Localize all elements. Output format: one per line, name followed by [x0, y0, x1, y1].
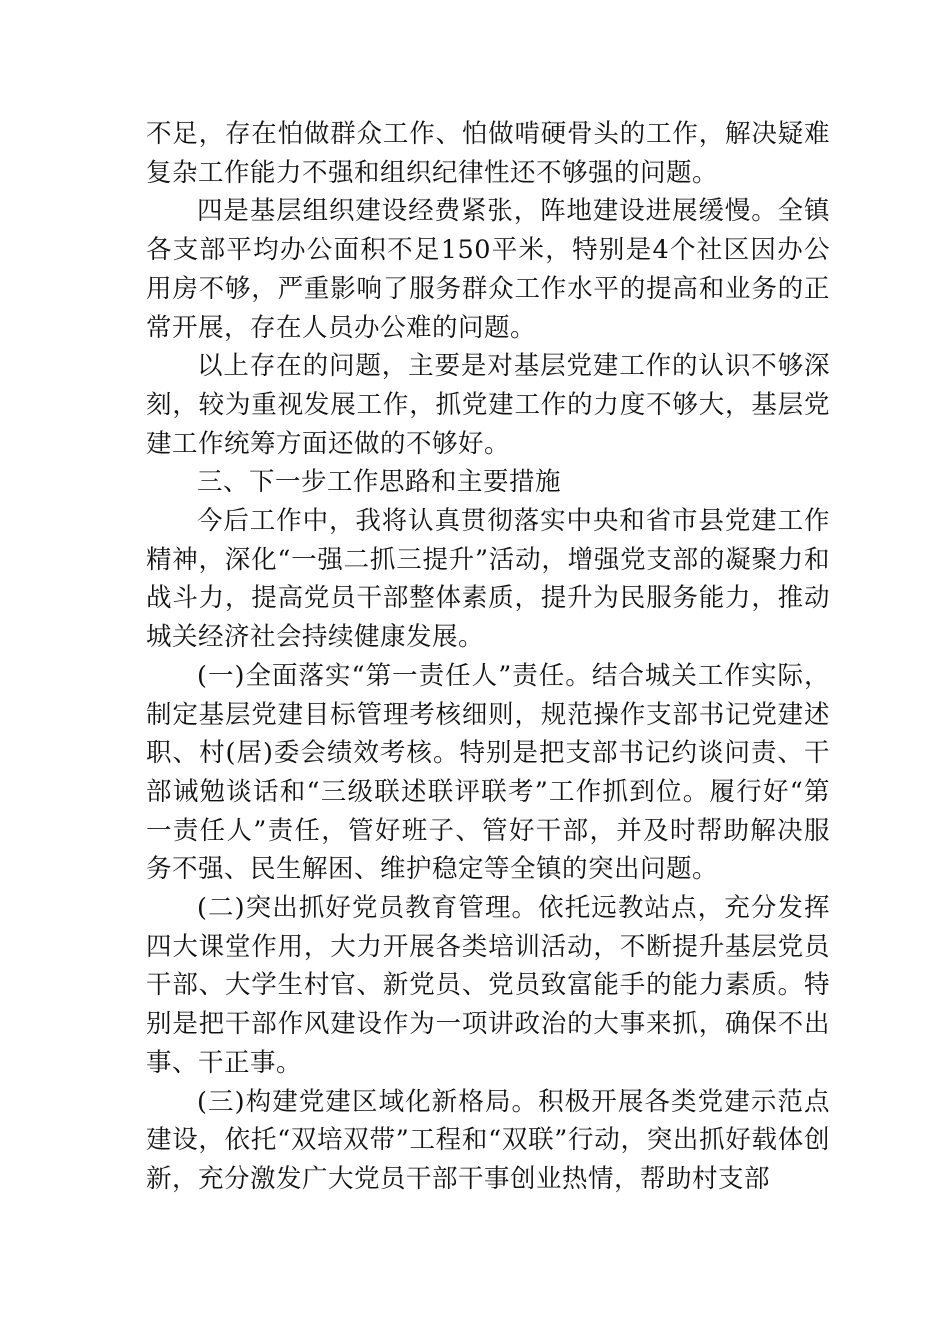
- paragraph-5: 今后工作中，我将认真贯彻落实中央和省市县党建工作精神，深化“一强二抓三提升”活动，增强党支部的凝聚力和战斗力，提高党员干部整体素质，提升为民服务能力，推动城关经济社会持续健康发展。: [146, 506, 830, 653]
- paragraph-7: (二)突出抓好党员教育管理。依托远教站点，充分发挥四大课堂作用，大力开展各类培训活动，不断提升基层党员干部、大学生村官、新党员、党员致富能手的能力素质。特别是把干部作风建设作为一项讲政治的大事来抓，确保不出事、干正事。: [146, 893, 830, 1078]
- section-heading: 三、下一步工作思路和主要措施: [197, 467, 562, 498]
- paragraph-6: (一)全面落实“第一责任人”责任。结合城关工作实际，制定基层党建目标管理考核细则，规范操作支部书记党建述职、村(居)委会绩效考核。特别是把支部书记约谈问责、干部诫勉谈话和“三级联述联评联考”工作抓到位。履行好“第一责任人”责任，管好班子、管好干部，并及时帮助解决服务不强、民生解困、维护稳定等全镇的突出问题。: [146, 660, 830, 885]
- paragraph-3: 以上存在的问题，主要是对基层党建工作的认识不够深刻，较为重视发展工作，抓党建工作的力度不够大，基层党建工作统筹方面还做的不够好。: [146, 351, 830, 459]
- document-body: [146, 115, 830, 1199]
- paragraph-1: 不足，存在怕做群众工作、怕做啃硬骨头的工作，解决疑难复杂工作能力不强和组织纪律性还不够强的问题。: [146, 119, 830, 188]
- paragraph-8: (三)构建党建区域化新格局。积极开展各类党建示范点建设，依托“双培双带”工程和“双联”行动，突出抓好载体创新，充分激发广大党员干部干事创业热情，帮助村支部: [146, 1086, 830, 1194]
- paragraph-2: 四是基层组织建设经费紧张，阵地建设进展缓慢。全镇各支部平均办公面积不足150平米，特别是4个社区因办公用房不够，严重影响了服务群众工作水平的提高和业务的正常开展，存在人员办公难的问题。: [146, 196, 830, 343]
